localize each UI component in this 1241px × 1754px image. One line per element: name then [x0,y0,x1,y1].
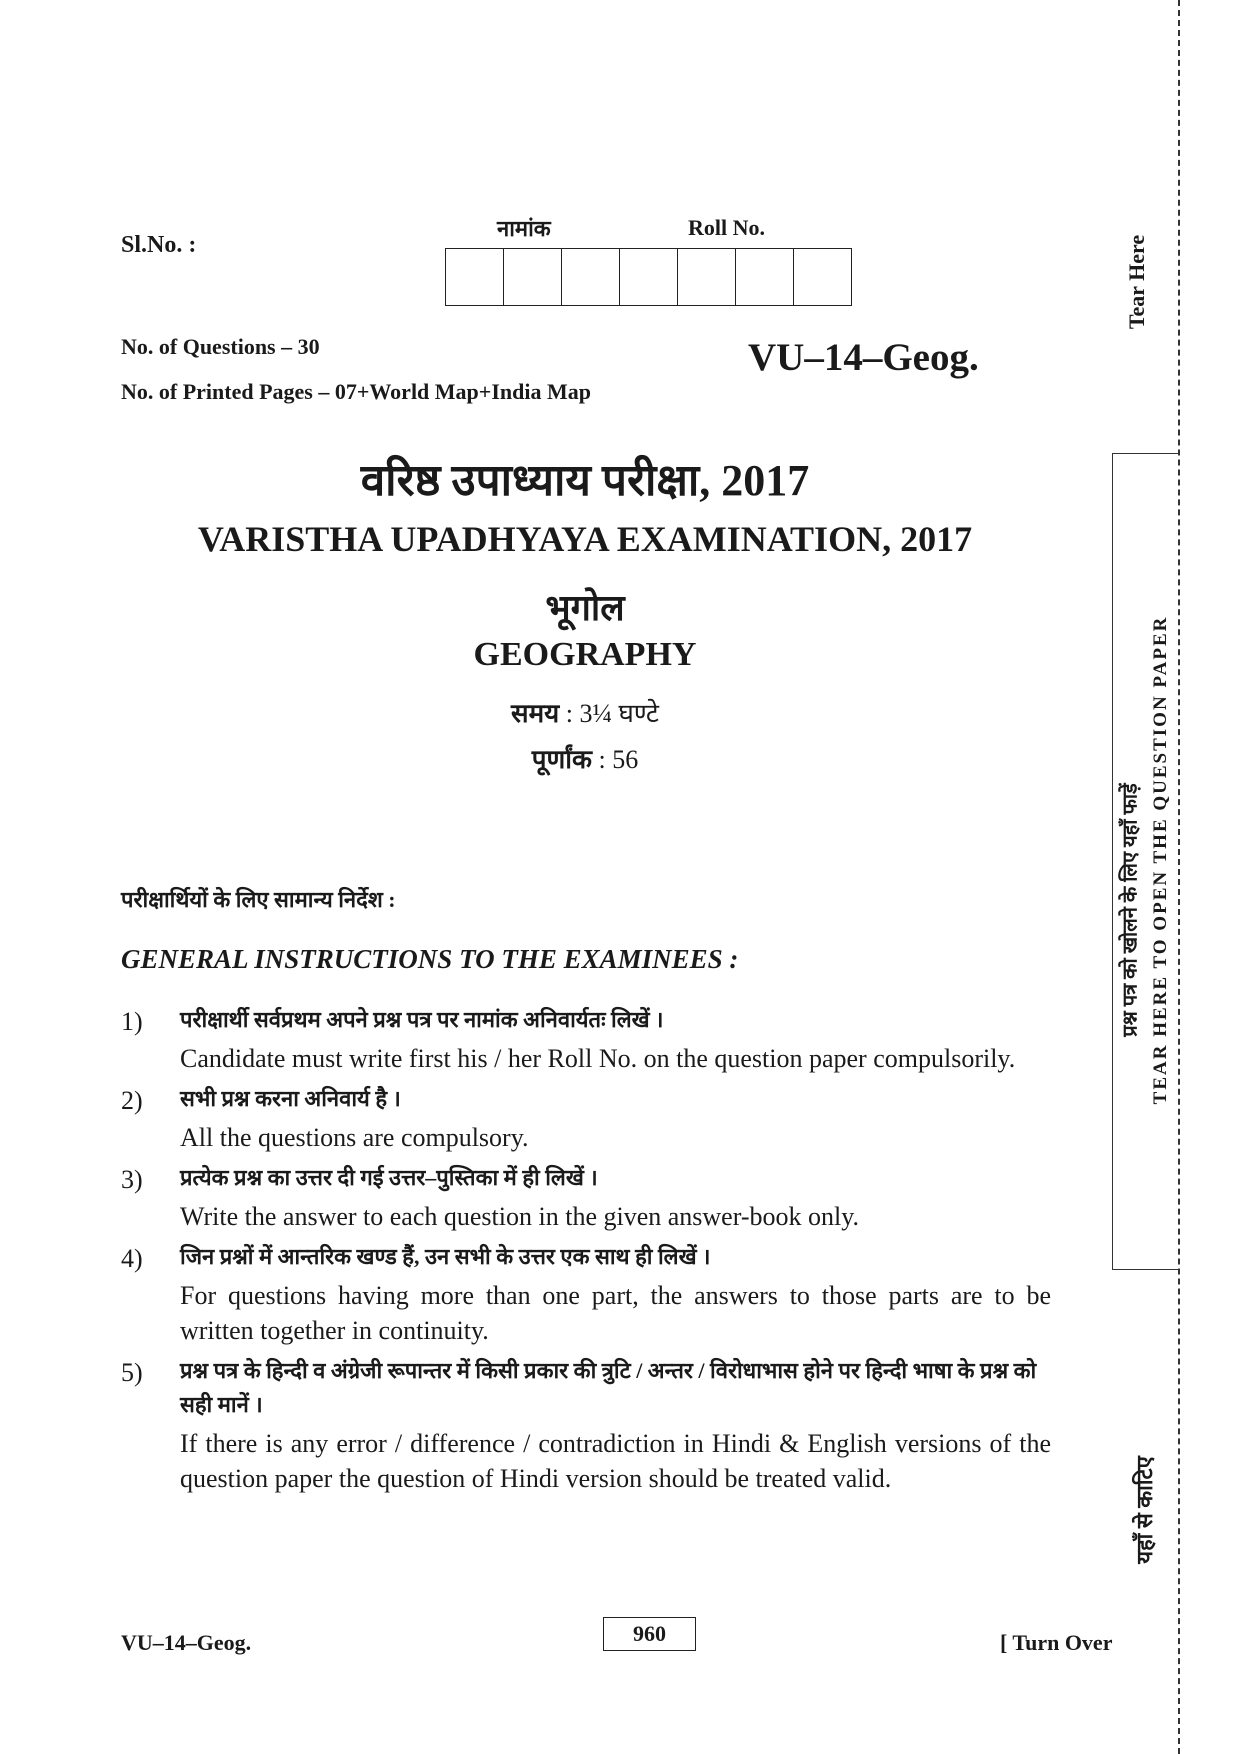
roll-digit-box[interactable] [504,249,562,305]
time-label: समय [511,699,560,728]
instruction-english: All the questions are compulsory. [180,1123,529,1152]
roll-number-label-hindi: नामांक [497,216,551,241]
roll-number-label: Roll No. [688,215,765,240]
page-code-box: 960 [603,1617,696,1651]
instruction-hindi: प्रत्येक प्रश्न का उत्तर दी गई उत्तर–पुस्तिका में ही लिखें । [180,1165,598,1190]
number-of-questions: No. of Questions – 30 [121,334,320,359]
instruction-list [121,1003,1051,1502]
instruction-english: Candidate must write first his / her Roll No. on the question paper compulsorily. [180,1044,1016,1073]
time-value: : 3¼ घण्टे [565,699,659,728]
instruction-item [121,1161,1051,1240]
footer-paper-code: VU–14–Geog. [121,1630,252,1655]
instruction-english: For questions having more than one part, the answers to those parts are to be written together in continuity. [180,1281,1051,1345]
roll-digit-box[interactable] [620,249,678,305]
subject-title: GEOGRAPHY [473,636,697,673]
number-of-pages: No. of Printed Pages – 07+World Map+India Map [121,379,591,404]
instruction-hindi: जिन प्रश्नों में आन्तरिक खण्ड हैं, उन सभी के उत्तर एक साथ ही लिखें । [180,1244,711,1269]
exam-title-hindi: वरिष्ठ उपाध्याय परीक्षा, 2017 [360,456,810,505]
roll-digit-box[interactable] [446,249,504,305]
paper-code: VU–14–Geog. [748,336,979,379]
instruction-hindi: प्रश्न पत्र के हिन्दी व अंग्रेजी रूपान्तर में किसी प्रकार की त्रुटि / अन्तर / विरोधाभास होने पर हिन्दी भाषा के प्रश्न को सही मानें । [180,1358,1037,1417]
roll-digit-box[interactable] [736,249,794,305]
time-allowed [0,694,1170,730]
instructions-heading: GENERAL INSTRUCTIONS TO THE EXAMINEES : [121,944,739,974]
instruction-number: 5) [121,1358,143,1387]
roll-digit-box[interactable] [678,249,736,305]
marks-label: पूर्णांक [531,745,593,774]
instruction-item [121,1240,1051,1354]
instruction-number: 2) [121,1086,143,1115]
turn-over-note: [ Turn Over [1000,1630,1113,1655]
roll-digit-box[interactable] [562,249,620,305]
instruction-number: 1) [121,1007,143,1036]
instruction-english: Write the answer to each question in the given answer-book only. [180,1202,860,1231]
tear-open-label-hindi: प्रश्न पत्र को खोलने के लिए यहाँ फाड़ें [1119,783,1142,1037]
instruction-item [121,1082,1051,1161]
marks-value: : 56 [598,745,639,774]
instruction-english: If there is any error / difference / contradiction in Hindi & English versions of the question paper the question of Hindi version should be treated valid. [180,1429,1051,1493]
cut-here-label-hindi: यहाँ से काटिए [1132,1456,1157,1564]
maximum-marks [0,740,1170,776]
tear-here-label: Tear Here [1124,234,1149,330]
serial-number-label: Sl.No. : [121,232,197,258]
tear-open-label: TEAR HERE TO OPEN THE QUESTION PAPER [1150,615,1171,1105]
instruction-number: 3) [121,1165,143,1194]
instruction-number: 4) [121,1244,143,1273]
roll-number-boxes[interactable] [445,248,852,306]
instruction-hindi: परीक्षार्थी सर्वप्रथम अपने प्रश्न पत्र पर नामांक अनिवार्यतः लिखें । [180,1007,664,1032]
instruction-item [121,1003,1051,1082]
roll-digit-box[interactable] [794,249,851,305]
instruction-hindi: सभी प्रश्न करना अनिवार्य है । [180,1086,401,1111]
instructions-heading-hindi: परीक्षार्थियों के लिए सामान्य निर्देश : [121,887,396,912]
exam-title: VARISTHA UPADHYAYA EXAMINATION, 2017 [197,519,973,559]
instruction-item [121,1354,1051,1502]
subject-title-hindi: भूगोल [545,588,625,628]
